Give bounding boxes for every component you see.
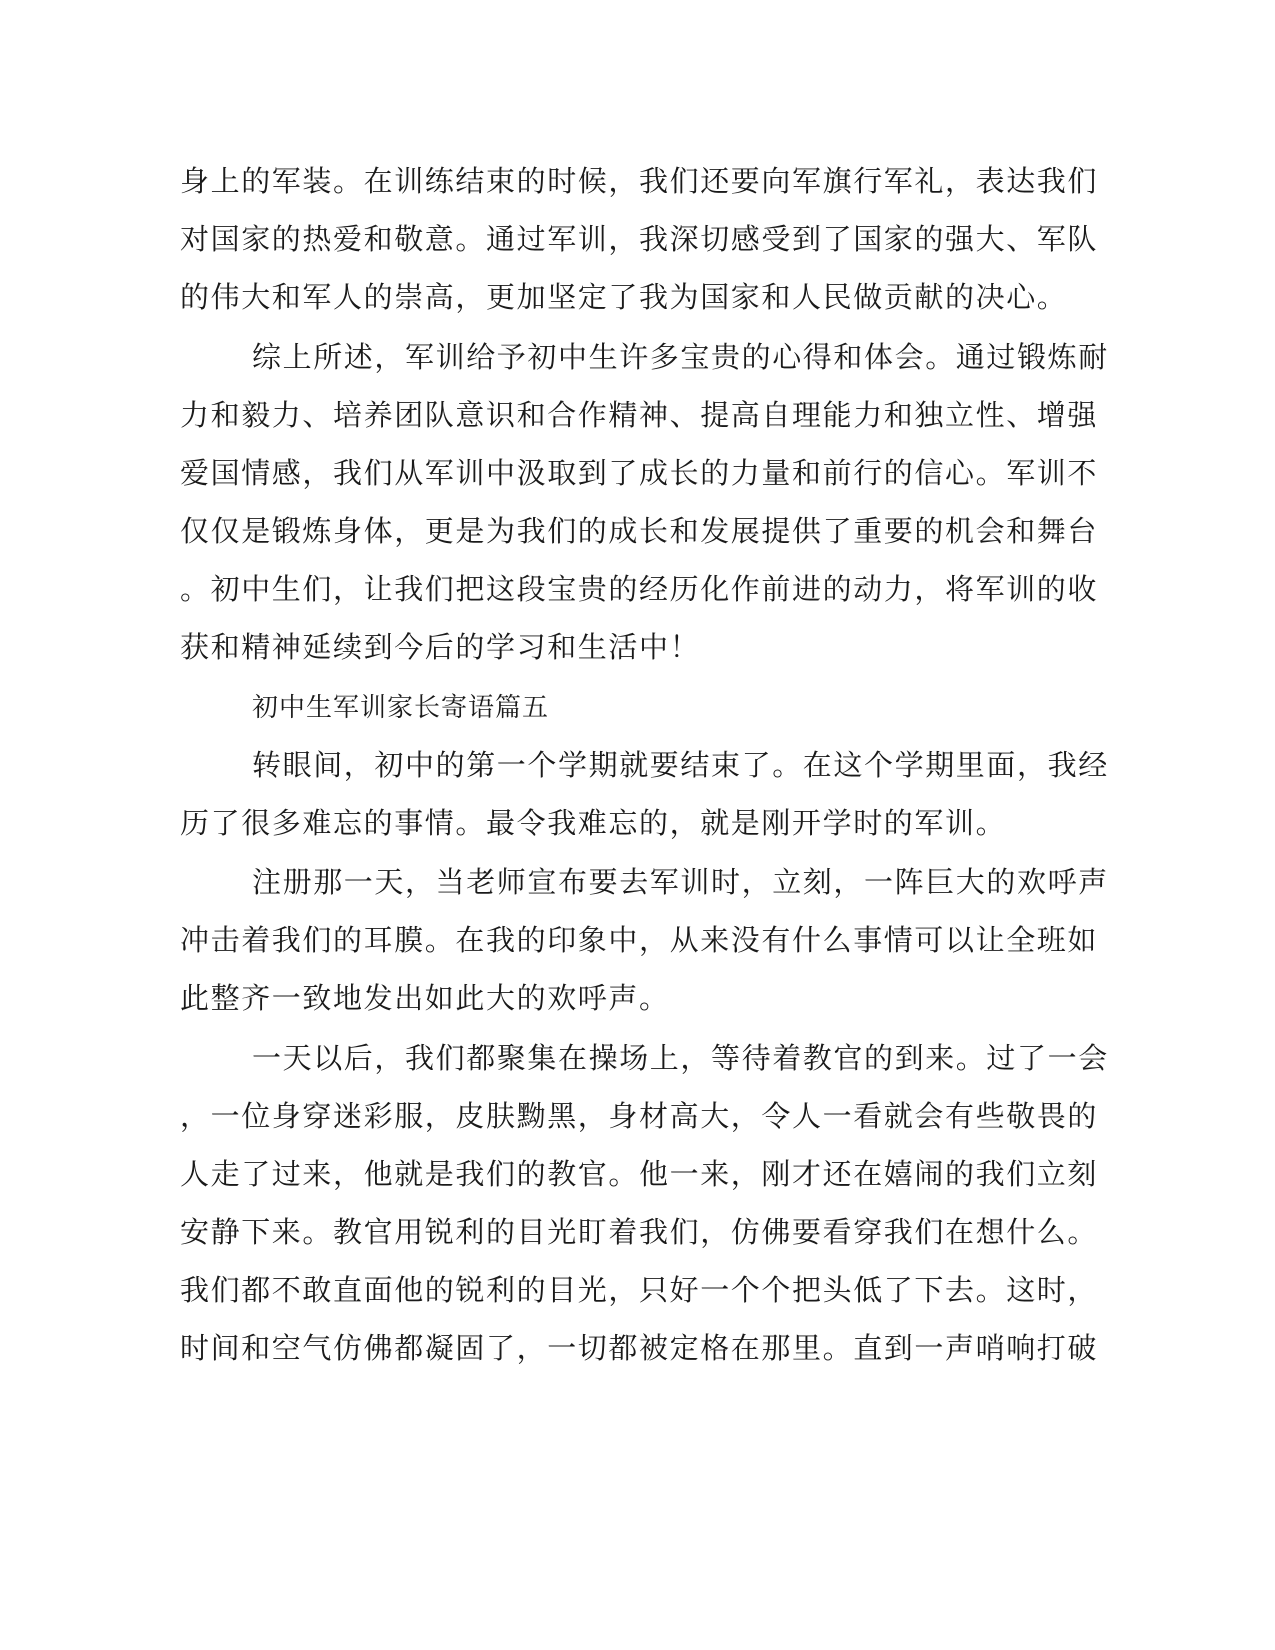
text-line: 我们都不敢直面他的锐利的目光，只好一个个把头低了下去。这时， [180, 1273, 1099, 1307]
text-line: 安静下来。教官用锐利的目光盯着我们，仿佛要看穿我们在想什么。 [180, 1215, 1099, 1249]
text-line: 对国家的热爱和敬意。通过军训，我深切感受到了国家的强大、军队 [180, 222, 1099, 256]
paragraph-first-line: 综上所述，军训给予初中生许多宝贵的心得和体会。通过锻炼耐 [252, 340, 1109, 374]
text-line: 冲击着我们的耳膜。在我的印象中，从来没有什么事情可以让全班如 [180, 923, 1099, 957]
text-line: 获和精神延续到今后的学习和生活中！ [180, 630, 701, 664]
text-line: 人走了过来，他就是我们的教官。他一来，刚才还在嬉闹的我们立刻 [180, 1157, 1099, 1191]
paragraph-first-line: 注册那一天，当老师宣布要去军训时，立刻，一阵巨大的欢呼声 [252, 865, 1109, 899]
text-line: ，一位身穿迷彩服，皮肤黝黑，身材高大，令人一看就会有些敬畏的 [180, 1099, 1099, 1133]
text-line: 。初中生们，让我们把这段宝贵的经历化作前进的动力，将军训的收 [180, 572, 1099, 606]
paragraph-first-line: 转眼间，初中的第一个学期就要结束了。在这个学期里面，我经 [252, 748, 1109, 782]
text-line: 的伟大和军人的崇高，更加坚定了我为国家和人民做贡献的决心。 [180, 280, 1068, 314]
paragraph-first-line: 一天以后，我们都聚集在操场上，等待着教官的到来。过了一会 [252, 1041, 1109, 1075]
section-heading: 初中生军训家长寄语篇五 [252, 693, 550, 723]
text-line: 爱国情感，我们从军训中汲取到了成长的力量和前行的信心。军训不 [180, 456, 1099, 490]
text-line: 仅仅是锻炼身体，更是为我们的成长和发展提供了重要的机会和舞台 [180, 514, 1099, 548]
text-line: 此整齐一致地发出如此大的欢呼声。 [180, 981, 670, 1015]
text-line: 历了很多难忘的事情。最令我难忘的，就是刚开学时的军训。 [180, 806, 1007, 840]
text-line: 身上的军装。在训练结束的时候，我们还要向军旗行军礼，表达我们 [180, 164, 1099, 198]
text-line: 时间和空气仿佛都凝固了，一切都被定格在那里。直到一声哨响打破 [180, 1331, 1099, 1365]
text-line: 力和毅力、培养团队意识和合作精神、提高自理能力和独立性、增强 [180, 398, 1099, 432]
